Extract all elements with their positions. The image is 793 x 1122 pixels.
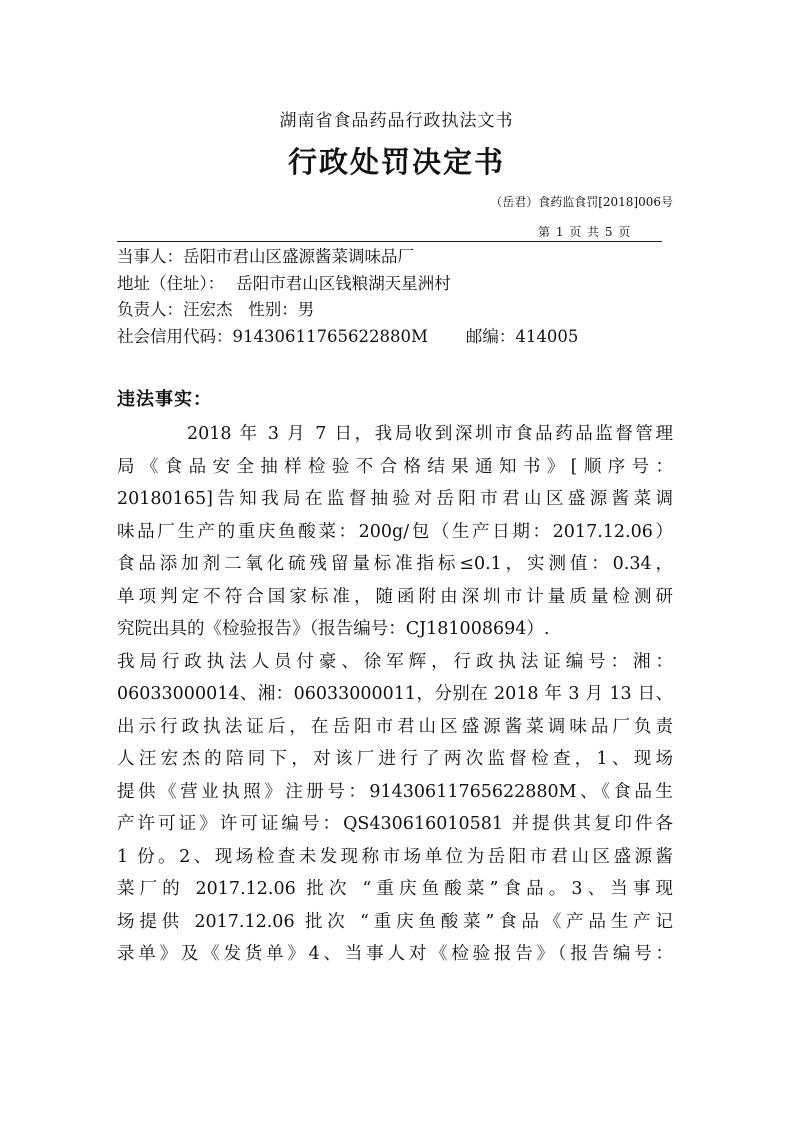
facts-line: 单项判定不符合国家标准，随函附由深圳市计量质量检测研 (117, 586, 673, 607)
facts-line: 1 份。2、现场检查未发现称市场单位为岳阳市君山区盛源酱 (117, 846, 673, 867)
party-responsible-label: 负责人： (117, 300, 183, 319)
party-address-row (117, 271, 578, 298)
party-postcode-label: 邮编： (465, 326, 516, 346)
facts-heading: 违法事实： (117, 389, 212, 410)
facts-line: 局《食品安全抽样检验不合格结果通知书》[顺序号： (117, 456, 673, 477)
party-responsible-value: 汪宏杰 (183, 300, 233, 319)
facts-line: 食品添加剂二氧化硫残留量标准指标≤0.1，实测值：0.34， (117, 554, 673, 574)
facts-line: 2018 年 3 月 7 日，我局收到深圳市食品药品监督管理 (187, 424, 673, 444)
facts-line: 我局行政执法人员付豪、徐军辉，行政执法证编号：湘： (117, 651, 673, 672)
party-info-block (117, 244, 578, 350)
facts-line: 究院出具的《检验报告》（报告编号：CJ181008694）. (117, 619, 550, 639)
facts-line: 菜厂的 2017.12.06 批次 “重庆鱼酸菜”食品。3、当事现 (117, 879, 673, 899)
party-name-value: 岳阳市君山区盛源酱菜调味品厂 (183, 247, 414, 266)
facts-line: 20180165]告知我局在监督抽验对岳阳市君山区盛源酱菜调 (117, 489, 673, 509)
party-responsible-row (117, 297, 578, 324)
facts-line: 06033000014、湘：06033000011，分别在 2018 年 3 月 13 日、 (117, 684, 673, 704)
party-credit-row (117, 324, 578, 351)
party-address-label: 地址（住址）： (117, 273, 225, 293)
issuing-authority-title: 湖南省食品药品行政执法文书 (279, 111, 514, 131)
party-gender-label: 性别： (248, 300, 298, 319)
party-credit-value: 91430611765622880M (232, 326, 428, 346)
facts-line: 录单》及《发货单》4、当事人对《检验报告》（报告编号： (117, 944, 673, 964)
facts-line: 场提供 2017.12.06 批次 “重庆鱼酸菜”食品《产品生产记 (117, 911, 673, 932)
facts-line: 味品厂生产的重庆鱼酸菜：200g/包（生产日期：2017.12.06） (117, 521, 673, 542)
facts-line: 产许可证》许可证编号：QS430616010581 并提供其复印件各 (117, 814, 673, 834)
page-indicator: 第 1 页 共 5 页 (538, 225, 631, 239)
facts-line: 提供《营业执照》注册号：91430611765622880M、《食品生 (117, 781, 673, 802)
facts-line: 人汪宏杰的陪同下，对该厂进行了两次监督检查，1、现场 (117, 749, 673, 769)
party-postcode-value: 414005 (515, 326, 579, 346)
party-credit-label: 社会信用代码： (117, 326, 233, 346)
header-divider (117, 241, 662, 242)
document-title: 行政处罚决定书 (287, 145, 505, 179)
party-name-row (117, 244, 578, 271)
party-name-label: 当事人： (117, 247, 183, 266)
facts-body (117, 418, 673, 971)
document-number: （岳君）食药监食罚[2018]006号 (490, 195, 673, 209)
facts-line: 出示行政执法证后，在岳阳市君山区盛源酱菜调味品厂负责 (117, 716, 673, 737)
party-address-value: 岳阳市君山区钱粮湖天星洲村 (236, 273, 451, 293)
party-gender-value: 男 (297, 300, 315, 319)
